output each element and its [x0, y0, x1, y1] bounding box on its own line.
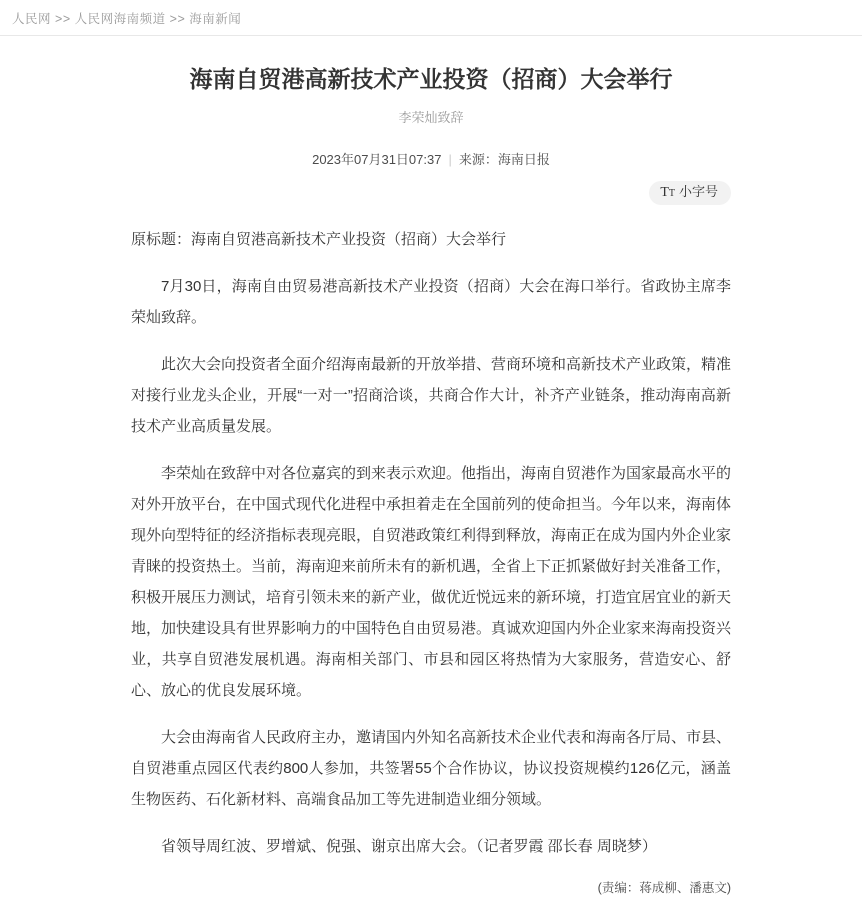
- original-title-line: 原标题：海南自贸港高新技术产业投资（招商）大会举行: [131, 231, 507, 248]
- page-title: 海南自贸港高新技术产业投资（招商）大会举行: [189, 66, 673, 92]
- breadcrumb-separator: >>: [55, 12, 71, 26]
- paragraph: 7月30日，海南自由贸易港高新技术产业投资（招商）大会在海口举行。省政协主席李荣灿致辞。: [131, 278, 731, 326]
- meta-divider: |: [448, 152, 452, 167]
- text-size-icon-small: T: [668, 188, 675, 199]
- breadcrumb-link-hainan-news[interactable]: 海南新闻: [189, 12, 242, 26]
- source-label: 来源：: [458, 152, 498, 167]
- paragraph: 大会由海南省人民政府主办，邀请国内外知名高新技术企业代表和海南各厅局、市县、自贸港重点园区代表约800人参加，共签署55个合作协议，协议投资规模约126亿元，涵盖生物医药、石化新材料、高端食品加工等先进制造业细分领域。: [131, 729, 732, 808]
- paragraph: 李荣灿在致辞中对各位嘉宾的到来表示欢迎。他指出，海南自贸港作为国家最高水平的对外开放平台，在中国式现代化进程中承担着走在全国前列的使命担当。今年以来，海南体现外向型特征的经济指标表现亮眼，自贸港政策红利得到释放，海南正在成为国内外企业家青睐的投资热土。当前，海南迎来前所未有的新机遇，全省上下正抓紧做好封关准备工作，积极开展压力测试，培育引领未来的新产业，做优近悦远来的新环境，打造宜居宜业的新天地，加快建设具有世界影响力的中国特色自由贸易港。真诚欢迎国内外企业家来海南投资兴业，共享自贸港发展机遇。海南相关部门、市县和园区将热情为大家服务，营造安心、舒心、放心的优良发展环境。: [131, 465, 732, 699]
- breadcrumb-link-hainan-channel[interactable]: 人民网海南频道: [74, 12, 166, 26]
- article-body: [131, 224, 731, 862]
- article-container: [131, 64, 731, 906]
- paragraph: 省领导周红波、罗增斌、倪强、谢京出席大会。（记者罗霞 邵长春 周晓梦）: [161, 838, 657, 855]
- paragraph: 此次大会向投资者全面介绍海南最新的开放举措、营商环境和高新技术产业政策，精准对接行业龙头企业，开展“一对一”招商洽谈，共商合作大计，补齐产业链条，推动海南高新技术产业高质量发展。: [131, 356, 732, 435]
- article-meta: [131, 149, 731, 168]
- publish-date: 2023年07月31日07:37: [312, 152, 442, 167]
- article-subtitle: 李荣灿致辞: [398, 110, 464, 125]
- font-size-button[interactable]: [649, 181, 731, 205]
- font-size-label: 小字号: [678, 184, 718, 199]
- text-size-icon: T: [660, 185, 669, 200]
- article-toolbar: [131, 181, 731, 203]
- breadcrumb-link-peoples-net[interactable]: 人民网: [12, 12, 52, 26]
- editor-note: (责编：蒋成柳、潘惠文): [597, 881, 731, 895]
- breadcrumb-separator: >>: [169, 12, 186, 26]
- breadcrumb: [0, 0, 862, 36]
- source-link[interactable]: 海南日报: [497, 152, 550, 167]
